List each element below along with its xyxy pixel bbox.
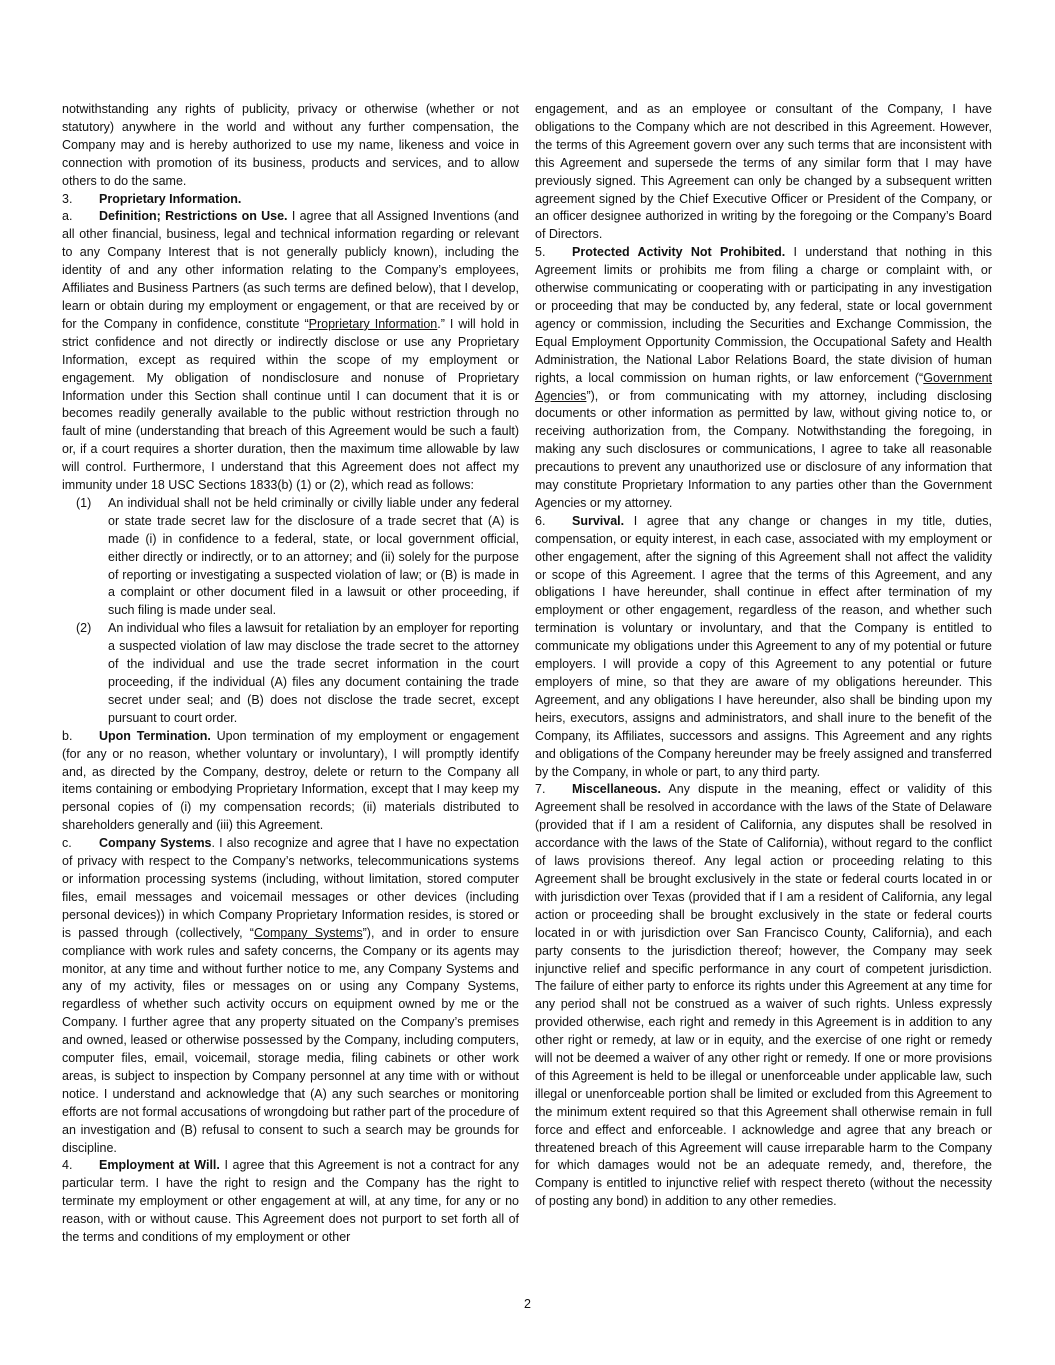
section-text: I agree that this Agreement is not a contract for any particular term. I have the right to resign and the Company has the right to terminate my employment or other engagement at will, at any time, for any or no reason, with or without cause. This Agreement does not purport to set forth all of the terms and conditions of my employment or other: [62, 1158, 520, 1245]
section-5: [535, 244, 992, 513]
section-3b: [62, 728, 519, 835]
section-text: . I also recognize and agree that I have no expectation of privacy with respect to the Company’s networks, telecommunications systems or information processing systems (including, without limitation, stored computer files, email messages and voicemail messages or other devices (including personal devices)) in which Company Proprietary Information resides, is stored or is passed through (collectively, “: [62, 836, 519, 940]
list-item: [62, 495, 519, 620]
section-text: .” I will hold in strict confidence and not directly or indirectly disclose or use any Proprietary Information, except as required within the scope of my employment or engagement. My obligation of nondisclosure and nonuse of Proprietary Information under this Section shall continue until I can document that it is or becomes readily generally available to the public without restriction through no fault of mine (understanding that breach of this Agreement would be such a fault) or, if a court requires a shorter duration, then the maximum time allowable by law will control. Furthermore, I understand that this Agreement does not affect my immunity under 18 USC Sections 1833(b) (1) or (2), which read as follows:: [62, 316, 519, 493]
list-item-text: An individual shall not be held criminally or civilly liable under any federal or state trade secret law for the disclosure of a trade secret that (A) is made (i) in confidence to a federal, state, or local government official, either directly or indirectly, or to an attorney; and (ii) solely for the purpose of reporting or investigating a suspected violation of law; or (B) is made in a complaint or other document filed in a lawsuit or other proceeding, if such filing is made under seal.: [108, 495, 519, 618]
list-item-number: (2): [76, 621, 92, 636]
section-number: 3.: [62, 191, 73, 206]
section-3c: [62, 835, 519, 1157]
statute-list: [62, 495, 519, 728]
section-number: 7.: [535, 782, 546, 797]
section-text: Any dispute in the meaning, effect or validity of this Agreement shall be resolved in accordance with the laws of the State of Delaware (provided that if I am a resident of California, any disputes shall be resolved in accordance with the laws of the State of California), without regard to the conflict of laws provisions thereof. Any legal action or proceeding relating to this Agreement shall be brought exclusively in the state or federal courts located in or with jurisdiction over Texas (provided that if I am a resident of California, any legal action or proceeding shall be brought exclusively in the state or federal courts located in or with jurisdiction over San Francisco County, California), and each party consents to the jurisdiction thereof; however, the Company may seek injunctive relief and specific performance in any court of competent jurisdiction. The failure of either party to enforce its rights under this Agreement at any time for any period shall not be construed as a waiver of such rights. Unless expressly provided otherwise, each right and remedy in this Agreement is in addition to any other right or remedy, at law or in equity, and the exercise of one right or remedy will not be deemed a waiver of any other right or remedy. If one or more provisions of this Agreement is held to be illegal or unenforceable under applicable law, such illegal or unenforceable portion shall be limited or excluded from this Agreement to the minimum extent required so that this Agreement shall otherwise remain in full force and effect and enforceable. I acknowledge and agree that any breach or threatened breach of this Agreement will cause irreparable harm to the Company for which damages would not be an adequate remedy, and, therefore, the Company is entitled to injunctive relief with respect thereto (without the necessity of posting any bond) in addition to any other remedies.: [535, 782, 992, 1209]
paragraph-publicity: notwithstanding any rights of publicity, privacy or otherwise (whether or not statutory) anywhere in the world and without any further compensation, the Company may and is hereby authorized to use my name, likeness and voice in connection with promotion of its business, products and services, and to allow others to do the same.: [62, 102, 519, 188]
section-title: Protected Activity Not Prohibited.: [572, 245, 786, 260]
subsection-letter: a.: [62, 209, 73, 224]
defined-term: Government Agencies: [535, 370, 992, 403]
section-number: 6.: [535, 513, 546, 528]
section-title: Employment at Will.: [99, 1158, 220, 1173]
left-column: [62, 101, 519, 1247]
subsection-title: Upon Termination.: [99, 728, 211, 743]
section-6: [535, 513, 992, 782]
subsection-letter: c.: [62, 836, 72, 851]
section-4: [62, 1157, 519, 1247]
section-3a: [62, 208, 519, 495]
section-3-heading: [62, 191, 519, 209]
section-title: Proprietary Information.: [99, 191, 242, 206]
section-7: [535, 781, 992, 1211]
page-number: 2: [524, 1297, 531, 1311]
section-text: ”), or from communicating with my attorney, including disclosing documents or other information as permitted by law, without giving notice to, or receiving authorization from, the Company. Notwithstanding the foregoing, in making any such disclosures or communications, I agree to take all reasonable precautions to prevent any unauthorized use or disclosure of any information that may constitute Proprietary Information to any parties other than the Government Agencies or my attorney.: [535, 388, 992, 510]
subsection-title: Definition; Restrictions on Use.: [99, 209, 288, 224]
section-title: Survival.: [572, 513, 625, 528]
section-text: Upon termination of my employment or engagement (for any or no reason, whether voluntary or involuntary), I will promptly identify and, as directed by the Company, destroy, delete or return to the Company all items containing or embodying Proprietary Information, except that I may keep my personal copies of (i) my compensation records; (ii) materials distributed to shareholders generally and (iii) this Agreement.: [62, 728, 519, 833]
section-text: I understand that nothing in this Agreement limits or prohibits me from filing a charge or complaint with, or otherwise communicating or cooperating with or participating in any investigation or proceeding that may be conducted by, any federal, state or local government agency or commission, including the Securities and Exchange Commission, the Equal Employment Opportunity Commission, the Occupational Safety and Health Administration, the National Labor Relations Board, the state division of human rights, a local commission on human rights, or law enforcement (“: [535, 245, 992, 385]
section-number: 4.: [62, 1158, 73, 1173]
right-column: [535, 101, 992, 1211]
section-text: I agree that all Assigned Inventions (and all other financial, business, legal and technical information regarding or relevant to any Company Interest that is not generally publicly known), including the identity of and any other information relating to the Company’s employees, Affiliates and Business Partners (as such terms are defined below), that I develop, learn or obtain during my employment or engagement, or that are received by or for the Company in confidence, constitute “: [62, 209, 520, 331]
subsection-letter: b.: [62, 728, 73, 743]
defined-term: Proprietary Information: [308, 316, 438, 331]
list-item-number: (1): [76, 495, 92, 510]
subsection-title: Company Systems: [99, 836, 212, 851]
list-item-text: An individual who files a lawsuit for retaliation by an employer for reporting a suspected violation of law may disclose the trade secret to the attorney of the individual and use the trade secret information in the court proceeding, if the individual (A) files any document containing the trade secret under seal; and (B) does not disclose the trade secret, except pursuant to court order.: [108, 621, 519, 725]
section-title: Miscellaneous.: [572, 782, 661, 797]
section-text: ”), and in order to ensure compliance with work rules and safety concerns, the Company or its agents may monitor, at any time and without further notice to me, any Company Systems and any of my activity, files or messages on or using any Company Systems, regardless of whether such activity occurs on equipment owned by me or the Company. I further agree that any property situated on the Company’s premises and owned, leased or otherwise possessed by the Company, including computers, computer files, email, voicemail, storage media, filing cabinets or other work areas, is subject to inspection by Company personnel at any time with or without notice. I understand and acknowledge that (A) any such searches or monitoring efforts are not formal accusations of wrongdoing but rather part of the procedure of an investigation and (B) refusal to consent to such a search may be grounds for discipline.: [62, 925, 519, 1155]
section-text: I agree that any change or changes in my title, duties, compensation, or equity interest, in each case, associated with my employment or other engagement, after the signing of this Agreement shall not affect the validity or scope of this Agreement. I agree that the terms of this Agreement, and any obligations I have hereunder, shall continue in effect after termination of my employment or other engagement, regardless of the reason, and whether such termination is voluntary or involuntary, and that the Company is entitled to communicate my obligations under this Agreement to any of my potential or future employers. I will provide a copy of this Agreement to any potential or future employers of mine, so that they are aware of my obligations hereunder. This Agreement, and any obligations I have hereunder, also shall be binding upon my heirs, executors, assigns and administrators, and shall inure to the benefit of the Company, its Affiliates, successors and assigns. This Agreement and any rights and obligations of the Company hereunder may be freely assigned and transferred by the Company, in whole or part, to any third party.: [535, 513, 992, 779]
defined-term: Company Systems: [253, 925, 363, 940]
paragraph-engagement: engagement, and as an employee or consultant of the Company, I have obligations to the Company which are not described in this Agreement. However, the terms of this Agreement govern over any such terms that are inconsistent with this Agreement and supersede the terms of any similar form that I may have previously signed. This Agreement can only be changed by a subsequent written agreement signed by the Chief Executive Officer or President of the Company, or an officer designee authorized in writing by the foregoing or the Company’s Board of Directors.: [535, 102, 992, 242]
section-number: 5.: [535, 245, 546, 260]
list-item: [62, 620, 519, 727]
